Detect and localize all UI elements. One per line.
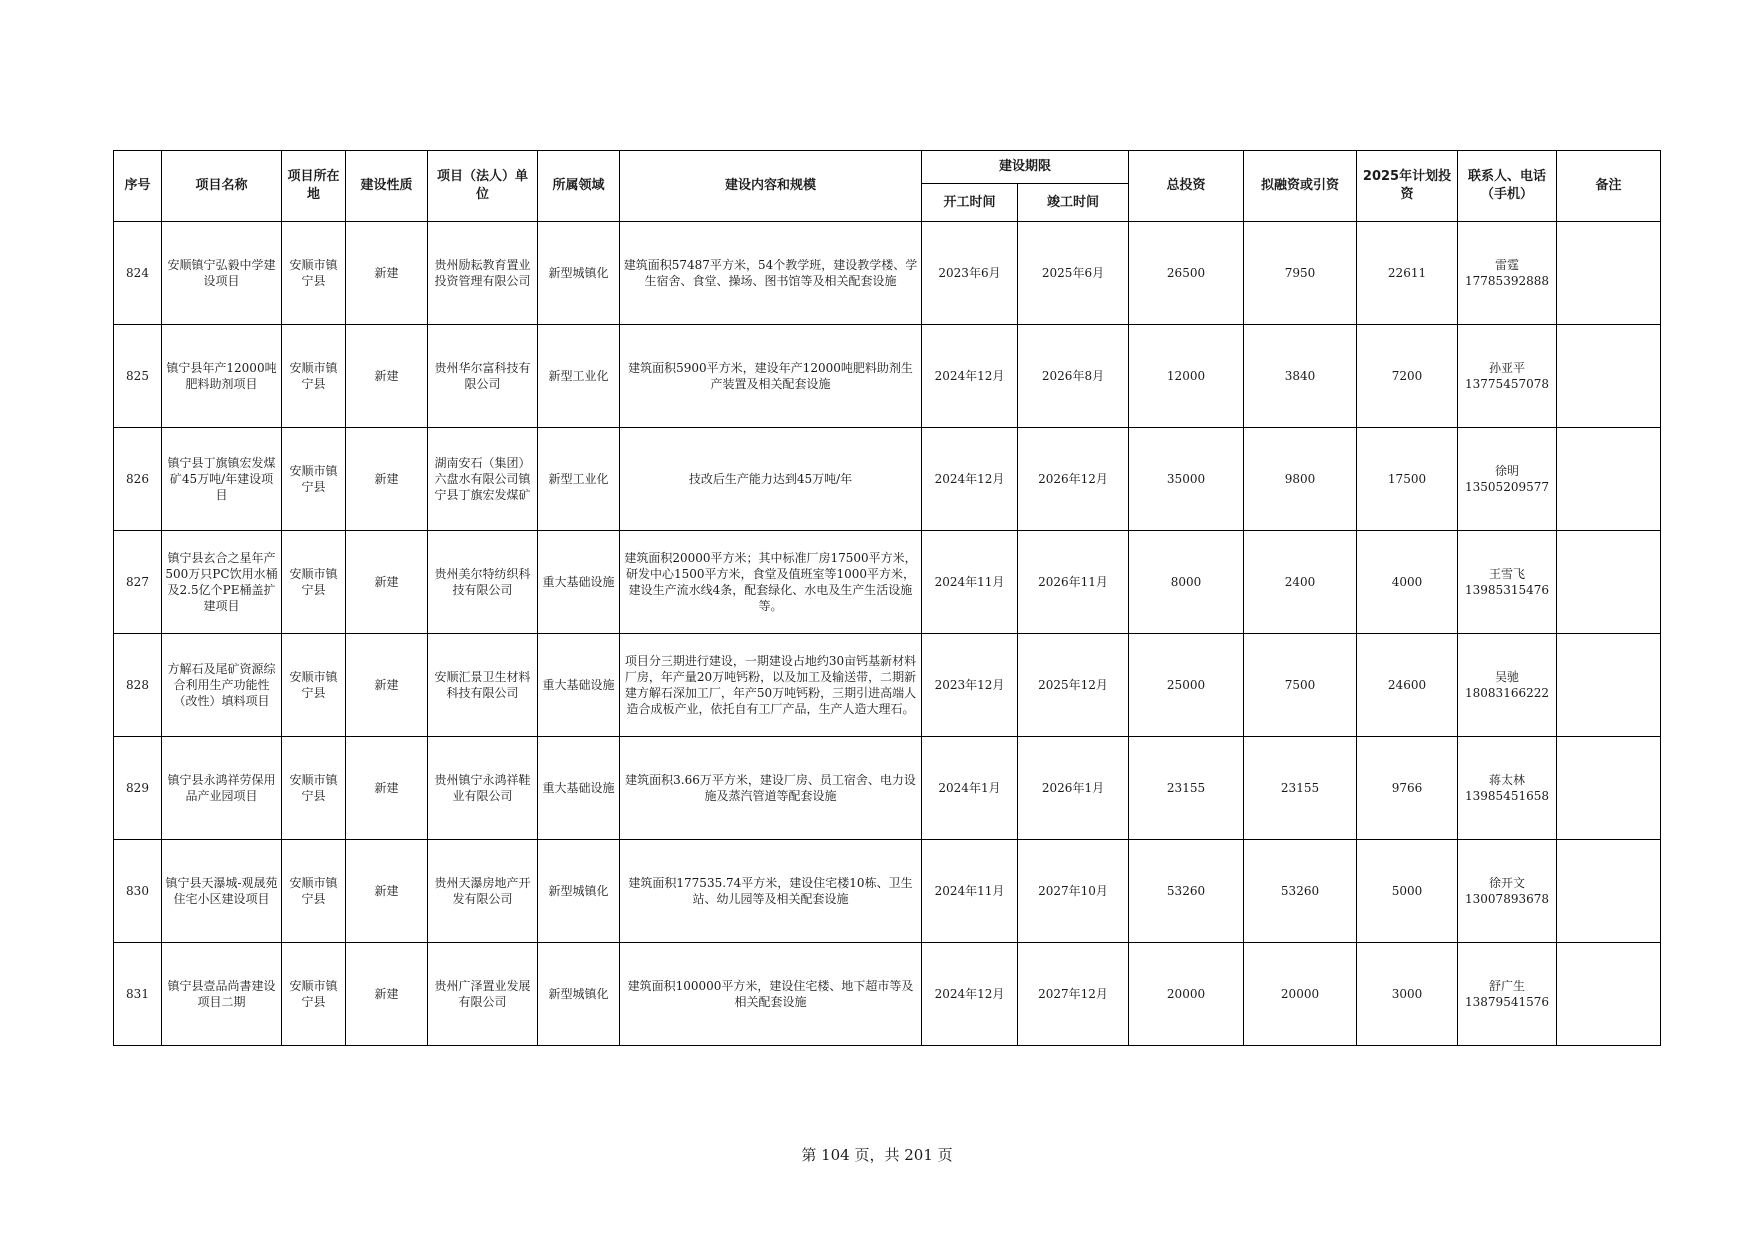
- cell-name: 镇宁县丁旗镇宏发煤矿45万吨/年建设项目: [162, 428, 282, 531]
- cell-location: 安顺市镇宁县: [282, 634, 346, 737]
- cell-unit: 贵州美尔特纺织科技有限公司: [428, 531, 538, 634]
- cell-field: 重大基础设施: [538, 634, 620, 737]
- cell-field: 新型城镇化: [538, 943, 620, 1046]
- cell-name: 镇宁县年产12000吨肥料助剂项目: [162, 325, 282, 428]
- cell-nature: 新建: [346, 943, 428, 1046]
- cell-total: 53260: [1129, 840, 1244, 943]
- cell-contact: [1458, 428, 1557, 531]
- cell-total: 8000: [1129, 531, 1244, 634]
- cell-contact: [1458, 222, 1557, 325]
- cell-remark: [1557, 634, 1661, 737]
- cell-nature: 新建: [346, 840, 428, 943]
- table-row: [114, 428, 1661, 531]
- contact-name: 徐开文: [1489, 875, 1526, 890]
- contact-name: 孙亚平: [1489, 360, 1526, 375]
- cell-content: 建筑面积100000平方米，建设住宅楼、地下超市等及相关配套设施: [620, 943, 922, 1046]
- cell-content: 建筑面积20000平方米；其中标准厂房17500平方米，研发中心1500平方米，食堂及值班室等1000平方米，建设生产流水线4条，配套绿化、水电及生产生活设施等。: [620, 531, 922, 634]
- table-row: [114, 325, 1661, 428]
- header-field: 所属领域: [538, 151, 620, 222]
- cell-financing: 23155: [1244, 737, 1357, 840]
- cell-end: 2026年11月: [1018, 531, 1129, 634]
- cell-content: 建筑面积5900平方米，建设年产12000吨肥料助剂生产装置及相关配套设施: [620, 325, 922, 428]
- cell-total: 25000: [1129, 634, 1244, 737]
- cell-plan2025: 17500: [1357, 428, 1458, 531]
- header-contact: 联系人、电话（手机）: [1458, 151, 1557, 222]
- cell-total: 35000: [1129, 428, 1244, 531]
- header-plan2025: 2025年计划投资: [1357, 151, 1458, 222]
- cell-location: 安顺市镇宁县: [282, 222, 346, 325]
- cell-end: 2027年12月: [1018, 943, 1129, 1046]
- cell-nature: 新建: [346, 737, 428, 840]
- cell-seq: 829: [114, 737, 162, 840]
- cell-name: 镇宁县永鸿祥劳保用品产业园项目: [162, 737, 282, 840]
- contact-name: 蒋太林: [1489, 772, 1526, 787]
- cell-financing: 20000: [1244, 943, 1357, 1046]
- contact-name: 吴驰: [1495, 669, 1520, 684]
- cell-plan2025: 4000: [1357, 531, 1458, 634]
- header-name: 项目名称: [162, 151, 282, 222]
- cell-unit: 贵州广泽置业发展有限公司: [428, 943, 538, 1046]
- cell-financing: 3840: [1244, 325, 1357, 428]
- header-end: 竣工时间: [1018, 184, 1129, 222]
- cell-end: 2026年8月: [1018, 325, 1129, 428]
- cell-total: 12000: [1129, 325, 1244, 428]
- cell-name: 方解石及尾矿资源综合利用生产功能性（改性）填料项目: [162, 634, 282, 737]
- cell-contact: [1458, 840, 1557, 943]
- contact-phone: 18083166222: [1465, 686, 1549, 700]
- cell-field: 重大基础设施: [538, 737, 620, 840]
- cell-financing: 7500: [1244, 634, 1357, 737]
- cell-nature: 新建: [346, 325, 428, 428]
- cell-start: 2024年11月: [922, 531, 1018, 634]
- cell-seq: 830: [114, 840, 162, 943]
- header-financing: 拟融资或引资: [1244, 151, 1357, 222]
- cell-seq: 827: [114, 531, 162, 634]
- cell-content: 建筑面积57487平方米，54个教学班，建设教学楼、学生宿舍、食堂、操场、图书馆等及相关配套设施: [620, 222, 922, 325]
- cell-end: 2025年6月: [1018, 222, 1129, 325]
- cell-content: 建筑面积3.66万平方米，建设厂房、员工宿舍、电力设施及蒸汽管道等配套设施: [620, 737, 922, 840]
- cell-field: 重大基础设施: [538, 531, 620, 634]
- cell-name: 镇宁县天瀑城-观晟苑住宅小区建设项目: [162, 840, 282, 943]
- contact-phone: 13879541576: [1465, 995, 1549, 1009]
- cell-plan2025: 7200: [1357, 325, 1458, 428]
- contact-phone: 13007893678: [1465, 892, 1549, 906]
- header-remark: 备注: [1557, 151, 1661, 222]
- table-body: [114, 222, 1661, 1046]
- cell-location: 安顺市镇宁县: [282, 840, 346, 943]
- cell-location: 安顺市镇宁县: [282, 428, 346, 531]
- cell-remark: [1557, 325, 1661, 428]
- cell-name: 镇宁县壹品尚書建设项目二期: [162, 943, 282, 1046]
- contact-phone: 13985451658: [1465, 789, 1549, 803]
- cell-financing: 53260: [1244, 840, 1357, 943]
- contact-name: 王雪飞: [1489, 566, 1526, 581]
- cell-contact: [1458, 531, 1557, 634]
- table-row: [114, 737, 1661, 840]
- cell-end: 2025年12月: [1018, 634, 1129, 737]
- table-row: [114, 840, 1661, 943]
- table-header: [114, 151, 1661, 222]
- header-content: 建设内容和规模: [620, 151, 922, 222]
- header-start: 开工时间: [922, 184, 1018, 222]
- table-row: [114, 634, 1661, 737]
- cell-contact: [1458, 943, 1557, 1046]
- cell-unit: 贵州华尔富科技有限公司: [428, 325, 538, 428]
- cell-start: 2024年12月: [922, 325, 1018, 428]
- table-row: [114, 222, 1661, 325]
- cell-content: 技改后生产能力达到45万吨/年: [620, 428, 922, 531]
- table-row: [114, 531, 1661, 634]
- cell-unit: 安顺汇景卫生材料科技有限公司: [428, 634, 538, 737]
- cell-content: 建筑面积177535.74平方米，建设住宅楼10栋、卫生站、幼儿园等及相关配套设施: [620, 840, 922, 943]
- contact-phone: 13985315476: [1465, 583, 1549, 597]
- cell-content: 项目分三期进行建设，一期建设占地约30亩钙基新材料厂房，年产量20万吨钙粉，以及加工及输送带，二期新建方解石深加工厂，年产50万吨钙粉，三期引进高端人造合成板产业，依托自有工厂产品，生产人造大理石。: [620, 634, 922, 737]
- cell-contact: [1458, 325, 1557, 428]
- cell-start: 2024年11月: [922, 840, 1018, 943]
- cell-unit: 湖南安石（集团）六盘水有限公司镇宁县丁旗宏发煤矿: [428, 428, 538, 531]
- cell-start: 2024年1月: [922, 737, 1018, 840]
- cell-remark: [1557, 943, 1661, 1046]
- cell-end: 2026年12月: [1018, 428, 1129, 531]
- header-total: 总投资: [1129, 151, 1244, 222]
- cell-remark: [1557, 840, 1661, 943]
- cell-remark: [1557, 428, 1661, 531]
- header-location: 项目所在地: [282, 151, 346, 222]
- contact-phone: 17785392888: [1465, 274, 1549, 288]
- cell-start: 2024年12月: [922, 943, 1018, 1046]
- cell-plan2025: 24600: [1357, 634, 1458, 737]
- cell-financing: 9800: [1244, 428, 1357, 531]
- cell-plan2025: 3000: [1357, 943, 1458, 1046]
- cell-end: 2026年1月: [1018, 737, 1129, 840]
- cell-plan2025: 22611: [1357, 222, 1458, 325]
- cell-seq: 826: [114, 428, 162, 531]
- cell-field: 新型城镇化: [538, 222, 620, 325]
- cell-start: 2024年12月: [922, 428, 1018, 531]
- cell-start: 2023年12月: [922, 634, 1018, 737]
- cell-nature: 新建: [346, 634, 428, 737]
- cell-total: 23155: [1129, 737, 1244, 840]
- cell-unit: 贵州天瀑房地产开发有限公司: [428, 840, 538, 943]
- contact-name: 舒广生: [1489, 978, 1526, 993]
- cell-seq: 828: [114, 634, 162, 737]
- cell-unit: 贵州镇宁永鸿祥鞋业有限公司: [428, 737, 538, 840]
- cell-location: 安顺市镇宁县: [282, 737, 346, 840]
- contact-phone: 13505209577: [1465, 480, 1549, 494]
- header-period: 建设期限: [922, 151, 1129, 184]
- cell-nature: 新建: [346, 531, 428, 634]
- cell-location: 安顺市镇宁县: [282, 943, 346, 1046]
- cell-remark: [1557, 531, 1661, 634]
- header-unit: 项目（法人）单位: [428, 151, 538, 222]
- cell-nature: 新建: [346, 222, 428, 325]
- cell-location: 安顺市镇宁县: [282, 325, 346, 428]
- cell-plan2025: 5000: [1357, 840, 1458, 943]
- project-table-sheet: [113, 150, 1661, 1046]
- page-number: 第 104 页，共 201 页: [801, 1146, 953, 1164]
- cell-seq: 824: [114, 222, 162, 325]
- cell-name: 安顺镇宁弘毅中学建设项目: [162, 222, 282, 325]
- cell-seq: 831: [114, 943, 162, 1046]
- cell-nature: 新建: [346, 428, 428, 531]
- contact-phone: 13775457078: [1465, 377, 1549, 391]
- cell-seq: 825: [114, 325, 162, 428]
- cell-financing: 7950: [1244, 222, 1357, 325]
- cell-field: 新型工业化: [538, 325, 620, 428]
- table-row: [114, 943, 1661, 1046]
- cell-unit: 贵州励耘教育置业投资管理有限公司: [428, 222, 538, 325]
- cell-location: 安顺市镇宁县: [282, 531, 346, 634]
- cell-financing: 2400: [1244, 531, 1357, 634]
- cell-contact: [1458, 634, 1557, 737]
- cell-contact: [1458, 737, 1557, 840]
- contact-name: 徐明: [1495, 463, 1520, 478]
- cell-remark: [1557, 737, 1661, 840]
- cell-name: 镇宁县玄合之星年产500万只PC饮用水桶及2.5亿个PE桶盖扩建项目: [162, 531, 282, 634]
- cell-plan2025: 9766: [1357, 737, 1458, 840]
- cell-end: 2027年10月: [1018, 840, 1129, 943]
- cell-field: 新型工业化: [538, 428, 620, 531]
- cell-field: 新型城镇化: [538, 840, 620, 943]
- header-nature: 建设性质: [346, 151, 428, 222]
- contact-name: 雷霆: [1495, 257, 1520, 272]
- cell-start: 2023年6月: [922, 222, 1018, 325]
- cell-total: 20000: [1129, 943, 1244, 1046]
- cell-total: 26500: [1129, 222, 1244, 325]
- project-table: [113, 150, 1661, 1046]
- header-seq: 序号: [114, 151, 162, 222]
- cell-remark: [1557, 222, 1661, 325]
